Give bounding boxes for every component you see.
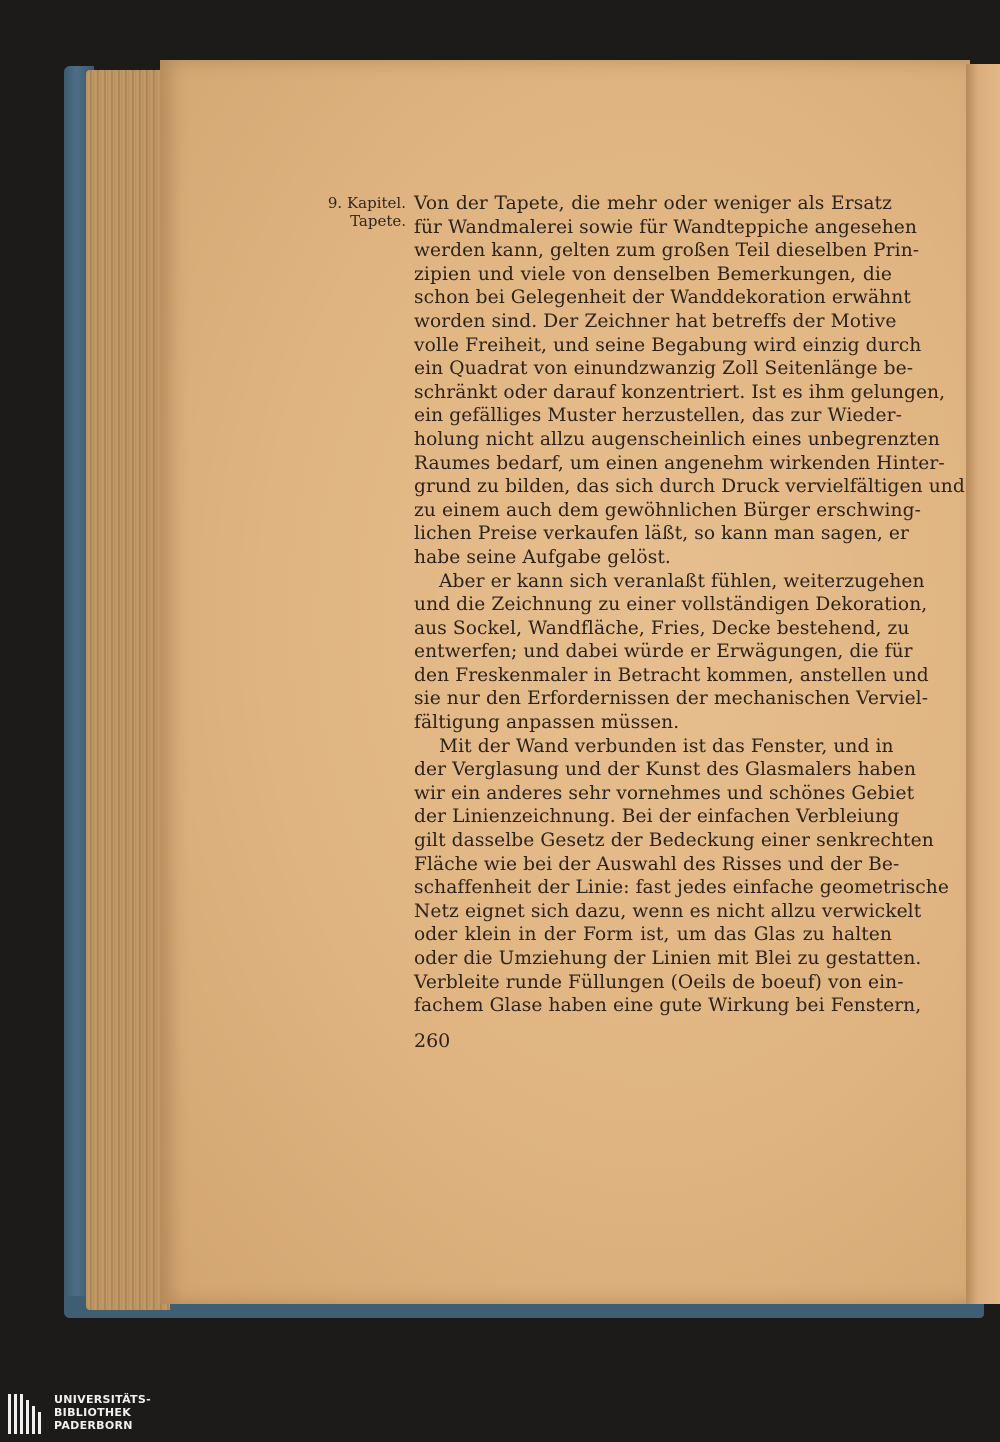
text-line: lichen Preise verkaufen läßt, so kann man sagen, er	[414, 523, 910, 545]
text-line: aus Sockel, Wandfläche, Fries, Decke bestehend, zu	[414, 617, 910, 639]
text-line: zipien und viele von denselben Bemerkungen, die	[414, 263, 892, 285]
library-logo-icon	[6, 1392, 46, 1436]
facing-page-edge	[966, 64, 1000, 1304]
text-line: volle Freiheit, und seine Begabung wird einzig durch	[414, 334, 922, 356]
margin-note-topic: Tapete.	[350, 212, 406, 230]
text-line: oder klein in der Form ist, um das Glas zu halten	[414, 924, 892, 946]
text-line: der Linienzeichnung. Bei der einfachen Verbleiung	[414, 806, 900, 828]
text-line: schränkt oder darauf konzentriert. Ist es ihm gelungen,	[414, 381, 946, 403]
text-line: zu einem auch dem gewöhnlichen Bürger erschwing-	[414, 499, 921, 521]
library-name	[54, 1393, 151, 1432]
text-line: oder die Umziehung der Linien mit Blei zu gestatten.	[414, 948, 922, 969]
page-stack-edges	[86, 70, 170, 1310]
text-line: Fläche wie bei der Auswahl des Risses und der Be-	[414, 853, 900, 875]
library-name-line-2: BIBLIOTHEK	[54, 1406, 132, 1419]
text-line: werden kann, gelten zum großen Teil dieselben Prin-	[414, 240, 920, 262]
text-line: Raumes bedarf, um einen angenehm wirkenden Hinter-	[414, 452, 945, 474]
text-line: schon bei Gelegenheit der Wanddekoration erwähnt	[414, 287, 911, 309]
text-line: ein Quadrat von einundzwanzig Zoll Seitenlänge be-	[414, 358, 914, 380]
text-line: worden sind. Der Zeichner hat betreffs der Motive	[414, 310, 897, 332]
text-line: sie nur den Erfordernissen der mechanischen Verviel-	[414, 688, 929, 710]
margin-note-chapter: 9. Kapitel.	[327, 194, 406, 212]
text-line: holung nicht allzu augenscheinlich eines unbegrenzten	[414, 428, 940, 450]
page-number: 260	[414, 1030, 451, 1052]
text-line: schaffenheit der Linie: fast jedes einfache geometrische	[414, 877, 949, 899]
text-line: fachem Glase haben eine gute Wirkung bei Fenstern,	[414, 995, 922, 1017]
text-line: der Verglasung und der Kunst des Glasmalers haben	[414, 759, 917, 781]
text-line: Von der Tapete, die mehr oder weniger als Ersatz	[414, 193, 892, 214]
text-line: Verbleite runde Füllungen (Oeils de boeuf) von ein-	[414, 971, 904, 993]
body-text	[414, 192, 965, 1018]
text-line: Mit der Wand verbunden ist das Fenster, und in	[439, 735, 894, 757]
text-line: Aber er kann sich veranlaßt fühlen, weiterzugehen	[439, 570, 925, 592]
margin-note	[326, 194, 406, 230]
text-line: entwerfen; und dabei würde er Erwägungen, die für	[414, 641, 913, 663]
text-line: grund zu bilden, das sich durch Druck vervielfältigen und	[414, 476, 965, 498]
text-line: ein gefälliges Muster herzustellen, das zur Wieder-	[414, 405, 903, 427]
text-line: für Wandmalerei sowie für Wandteppiche angesehen	[414, 216, 917, 238]
text-line: fältigung anpassen müssen.	[414, 712, 680, 734]
library-name-line-1: UNIVERSITÄTS-	[54, 1393, 151, 1406]
text-line: habe seine Aufgabe gelöst.	[414, 546, 671, 568]
library-name-line-3: PADERBORN	[54, 1419, 133, 1432]
text-line: den Freskenmaler in Betracht kommen, anstellen und	[414, 664, 929, 686]
text-line: gilt dasselbe Gesetz der Bedeckung einer senkrechten	[414, 830, 934, 852]
text-line: und die Zeichnung zu einer vollständigen Dekoration,	[414, 594, 928, 616]
text-line: Netz eignet sich dazu, wenn es nicht allzu verwickelt	[414, 900, 922, 922]
text-line: wir ein anderes sehr vornehmes und schönes Gebiet	[414, 782, 915, 804]
